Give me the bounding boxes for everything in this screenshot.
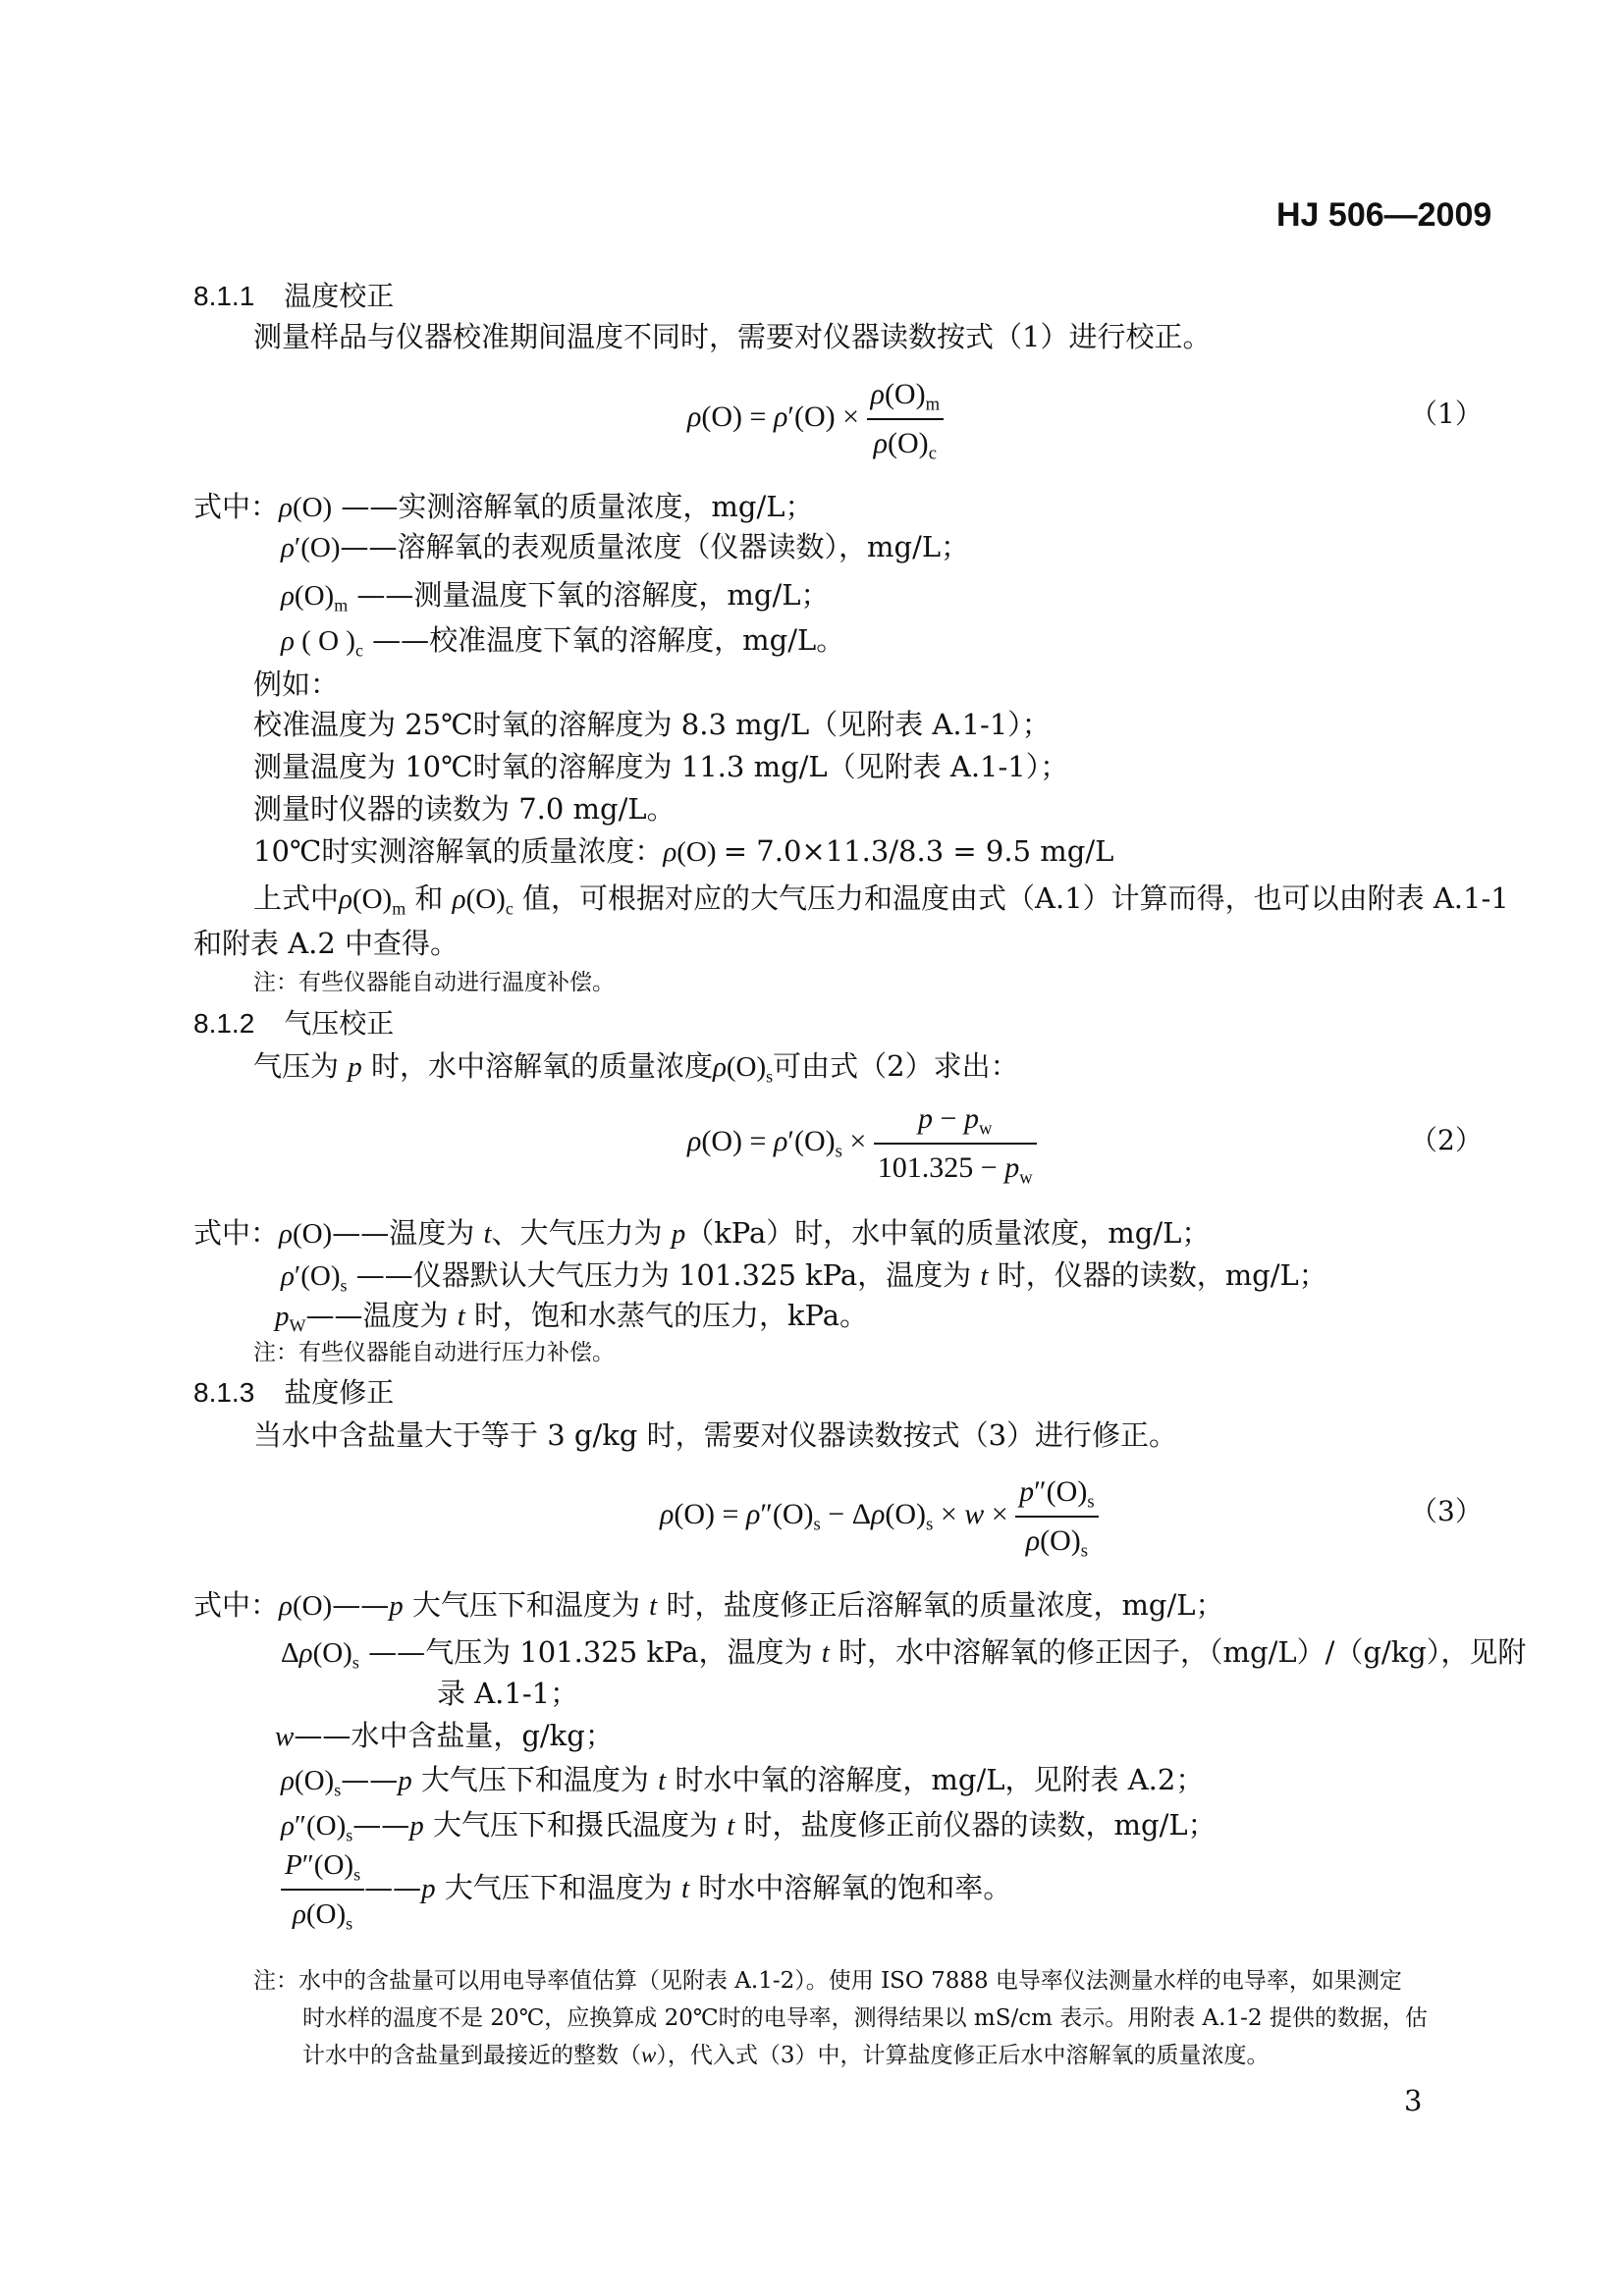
definition-text: ——测量温度下氧的溶解度，mg/L；	[356, 578, 830, 612]
paragraph-line: 上式中$\rho(O)_m$ 和 $\rho(O)_c$ 值，可根据对应的大气压力和温度由式（A.1）计算而得，也可以由附表 A.1-1	[253, 881, 1509, 919]
definition-text: ——实测溶解氧的质量浓度，mg/L；	[341, 490, 814, 523]
section-title: 气压校正	[284, 1007, 395, 1040]
section-number: 8.1.1	[193, 281, 255, 311]
example-line: 测量时仪器的读数为 7.0 mg/L。	[253, 792, 676, 826]
definition-text: 时，仪器的读数，mg/L；	[997, 1258, 1327, 1292]
example-label: 例如：	[253, 667, 340, 701]
formula-2: $\rho(O) = \rho'(O)_s$ × $\frac{p - p_w}{101.325 - p_w}$	[687, 1099, 1037, 1188]
note: 注：有些仪器能自动进行压力补偿。	[253, 1340, 615, 1365]
note-text: ），代入式（3）中，计算盐度修正后水中溶解氧的质量浓度。	[656, 2043, 1270, 2068]
definition-text: 大气压下和温度为	[444, 1871, 673, 1904]
para-text: 值，可根据对应的大气压力和温度由式（A.1）计算而得，也可以由附表 A.1-1	[522, 881, 1509, 915]
example-text: 10℃时实测溶解氧的质量浓度：	[253, 834, 664, 868]
paragraph-line: 和附表 A.2 中查得。	[193, 927, 460, 960]
formula-1: ρ(O) = ρ′(O) × $\frac{\rho(O)_m}{\rho(O)_c}$	[687, 375, 944, 463]
section-8-1-3-heading	[193, 1373, 394, 1413]
section-8-1-2-heading	[193, 1004, 394, 1043]
definition-line: $\Delta\rho(O)_s$ ——气压为 101.325 kPa，温度为 t 时，水中溶解氧的修正因子，（mg/L）/（g/kg），见附	[281, 1635, 1527, 1673]
formula-2-number: （2）	[1410, 1124, 1483, 1156]
para-text: 和	[414, 881, 444, 915]
note-line: 注：水中的含盐量可以用电导率值估算（见附表 A.1-2）。使用 ISO 7888 电导率仪法测量水样的电导率，如果测定	[253, 1968, 1402, 1994]
formula-3-number: （3）	[1410, 1495, 1483, 1527]
definition-line: $\frac{P''(O)_s}{\rho(O)_s}$ ——p 大气压下和温度为 t 时水中溶解氧的饱和率。	[281, 1845, 1011, 1934]
example-calc: = 7.0×11.3/8.3 = 9.5 mg/L	[723, 834, 1114, 868]
definition-text: 时水中溶解氧的饱和率。	[698, 1871, 1012, 1904]
section-8-1-2-intro: 气压为 p 时，水中溶解氧的质量浓度$\rho(O)_s$可由式（2）求出：	[253, 1049, 1019, 1087]
definition-text: 大气压下和温度为	[420, 1763, 649, 1796]
section-title: 温度校正	[284, 280, 395, 312]
definition-text: 时，盐度修正前仪器的读数，mg/L；	[743, 1808, 1217, 1842]
definition-text: ——温度为	[332, 1216, 475, 1250]
page-number: 3	[1404, 2084, 1423, 2117]
definition-text: 时水中氧的溶解度，mg/L，见附表 A.2；	[675, 1763, 1205, 1796]
example-line: 10℃时实测溶解氧的质量浓度：ρ(O) = 7.0×11.3/8.3 = 9.5 mg/L	[253, 834, 1114, 868]
definition-text: 时，盐度修正后溶解氧的质量浓度，mg/L；	[666, 1588, 1224, 1622]
definition-line: 式中：ρ(O) ——实测溶解氧的质量浓度，mg/L；	[193, 490, 814, 523]
definition-text: （kPa）时，水中氧的质量浓度，mg/L；	[685, 1216, 1211, 1250]
section-title: 盐度修正	[284, 1376, 395, 1409]
note-line: 时水样的温度不是 20℃，应换算成 20℃时的电导率，测得结果以 mS/cm 表示。用附表 A.1-2 提供的数据，估	[302, 2005, 1428, 2031]
section-number: 8.1.3	[193, 1377, 255, 1408]
definition-text: ——温度为	[305, 1299, 449, 1332]
definition-line: ρ ( O )$_c$ ——校准温度下氧的溶解度，mg/L。	[281, 623, 845, 661]
definition-line: 式中：ρ(O)——p 大气压下和温度为 t 时，盐度修正后溶解氧的质量浓度，mg/L；	[193, 1588, 1224, 1622]
section-8-1-1-heading	[193, 277, 394, 316]
definition-text: ——水中含盐量，g/kg；	[294, 1719, 614, 1752]
intro-text: 可由式（2）求出：	[773, 1049, 1019, 1083]
definition-text: 、大气压力为	[491, 1216, 663, 1250]
definition-text: ——校准温度下氧的溶解度，mg/L。	[372, 623, 845, 657]
intro-text: 时，水中溶解氧的质量浓度	[370, 1049, 713, 1083]
section-8-1-1-intro: 测量样品与仪器校准期间温度不同时，需要对仪器读数按式（1）进行校正。	[253, 320, 1212, 353]
where-label: 式中：	[193, 1216, 280, 1250]
note-text: 计水中的含盐量到最接近的整数（	[302, 2043, 641, 2068]
definition-text: 时，饱和水蒸气的压力，kPa。	[473, 1299, 869, 1332]
formula-3: $\rho(O) = \rho''(O)_s - \Delta\rho(O)_s \times w$ × $\frac{p''(O)_s}{\rho(O)_s}$	[660, 1472, 1099, 1561]
standard-number: HJ 506—2009	[1276, 196, 1492, 234]
definition-text: 时，水中溶解氧的修正因子，（mg/L）/（g/kg），见附	[839, 1635, 1527, 1669]
definition-line: $\rho(O)_m$ ——测量温度下氧的溶解度，mg/L；	[281, 578, 830, 615]
where-label: 式中：	[193, 490, 280, 523]
where-label: 式中：	[193, 1588, 280, 1622]
definition-line: 录 A.1-1；	[437, 1677, 579, 1710]
definition-text: 大气压下和温度为	[411, 1588, 640, 1622]
definition-line: $\rho(O)_s——p$ 大气压下和温度为 t 时水中氧的溶解度，mg/L，见附表 A.2；	[281, 1763, 1205, 1800]
intro-text: 气压为	[253, 1049, 340, 1083]
definition-line: $\rho''(O)_s——p$ 大气压下和摄氏温度为 t 时，盐度修正前仪器的读数，mg/L；	[281, 1808, 1217, 1845]
definition-line: $\rho'(O)_s$ ——仪器默认大气压力为 101.325 kPa，温度为 t 时，仪器的读数，mg/L；	[281, 1258, 1327, 1296]
formula-1-number: （1）	[1410, 398, 1483, 430]
note-line: 计水中的含盐量到最接近的整数（w），代入式（3）中，计算盐度修正后水中溶解氧的质量浓度。	[302, 2043, 1270, 2068]
section-number: 8.1.2	[193, 1008, 255, 1039]
example-line: 测量温度为 10℃时氧的溶解度为 11.3 mg/L（见附表 A.1-1）；	[253, 750, 1069, 783]
section-8-1-3-intro: 当水中含盐量大于等于 3 g/kg 时，需要对仪器读数按式（3）进行修正。	[253, 1418, 1178, 1452]
definition-line: ρ′(O)——溶解氧的表观质量浓度（仪器读数），mg/L；	[281, 530, 970, 563]
definition-text: 大气压下和摄氏温度为	[432, 1808, 718, 1842]
definition-line: $p_W——$温度为 t 时，饱和水蒸气的压力，kPa。	[275, 1299, 869, 1336]
definition-text: ——气压为 101.325 kPa，温度为	[368, 1635, 813, 1669]
definition-text: ——仪器默认大气压力为 101.325 kPa，温度为	[355, 1258, 972, 1292]
definition-text: ——溶解氧的表观质量浓度（仪器读数），mg/L；	[340, 530, 970, 563]
note: 注：有些仪器能自动进行温度补偿。	[253, 970, 615, 995]
example-line: 校准温度为 25℃时氧的溶解度为 8.3 mg/L（见附表 A.1-1）；	[253, 708, 1051, 741]
definition-line: w——水中含盐量，g/kg；	[275, 1719, 614, 1752]
para-text: 上式中	[253, 881, 340, 915]
definition-line: 式中：ρ(O)——温度为 t、大气压力为 p（kPa）时，水中氧的质量浓度，mg/L；	[193, 1216, 1211, 1250]
